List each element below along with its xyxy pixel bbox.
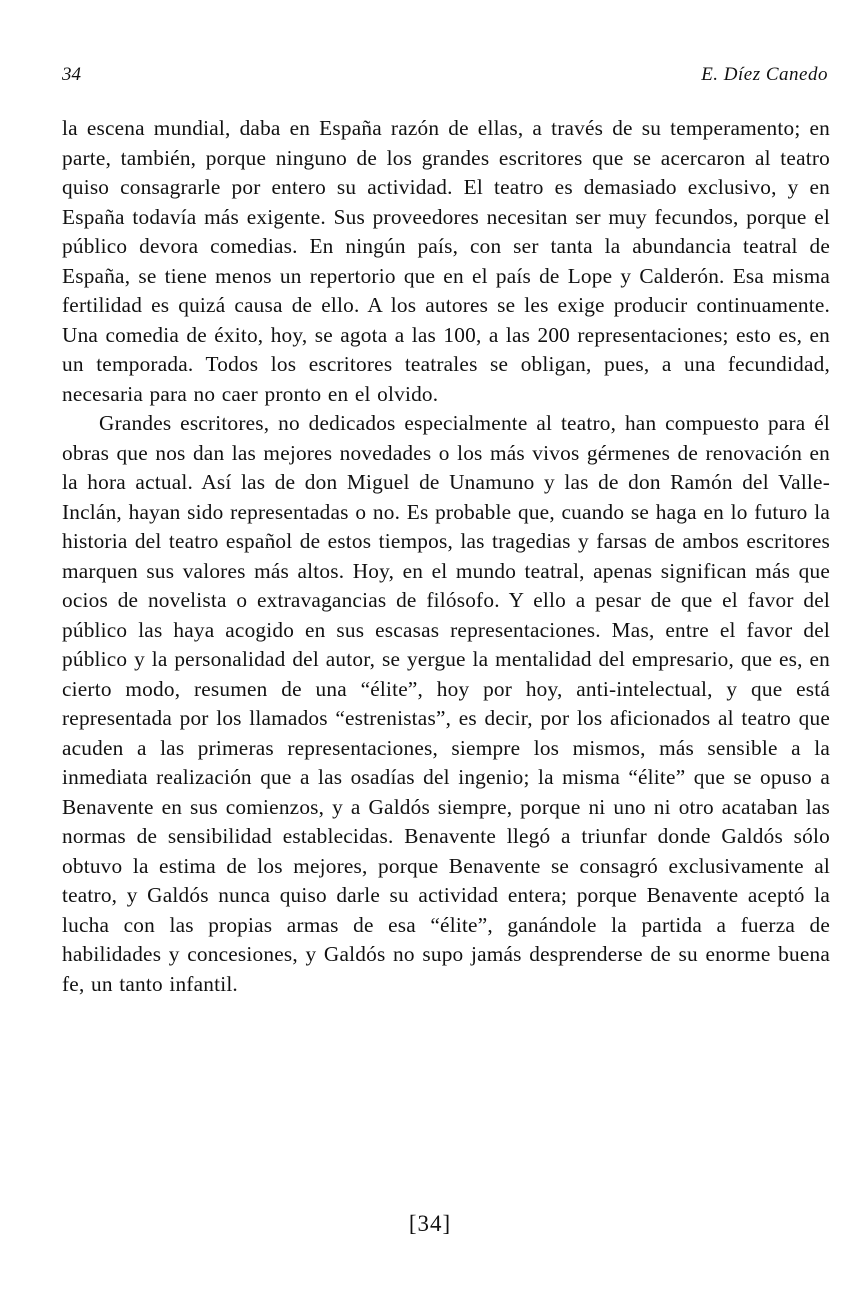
- page-footer-number: [34]: [408, 1211, 452, 1236]
- page-number: 34: [62, 64, 81, 85]
- running-header: [62, 64, 828, 90]
- paragraph: la escena mundial, daba en España razón de ellas, a través de su temperamento; en parte, también, porque ninguno de los grandes escritores que se acercaron al teatro quiso consagrarle por entero su actividad. El teatro es demasiado exclusivo, y en España todavía más exigente. Sus proveedores necesitan ser muy fecundos, porque el público devora comedias. En ningún país, con ser tanta la abundancia teatral de España, se tiene menos un repertorio que en el país de Lope y Calderón. Esa misma fertilidad es quizá causa de ello. A los autores se les exige producir continuamente. Una comedia de éxito, hoy, se agota a las 100, a las 200 representaciones; esto es, en un temporada. Todos los escritores teatrales se obligan, pues, a una fecundidad, necesaria para no caer pronto en el olvido.: [62, 116, 830, 406]
- running-title: E. Díez Canedo: [701, 64, 828, 85]
- body-text: [62, 114, 830, 999]
- paragraph: Grandes escritores, no dedicados especialmente al teatro, han compuesto para él obras que nos dan las mejores novedades o los más vivos gérmenes de renovación en la hora actual. Así las de don Miguel de Unamuno y las de don Ramón del Valle-Inclán, hayan sido representadas o no. Es probable que, cuando se haga en lo futuro la historia del teatro español de estos tiempos, las tragedias y farsas de ambos escritores marquen sus valores más altos. Hoy, en el mundo teatral, apenas significan más que ocios de novelista o extravagancias de filósofo. Y ello a pesar de que el favor del público las haya acogido en sus escasas representaciones. Mas, entre el favor del público y la personalidad del autor, se yergue la mentalidad del empresario, que es, en cierto modo, resumen de una “élite”, hoy por hoy, anti-intelectual, y que está representada por los llamados “estrenistas”, es decir, por los aficionados al teatro que acuden a las primeras representaciones, siempre los mismos, más sensible a la inmediata realización que a las osadías del ingenio; la misma “élite” que se opuso a Benavente en sus comienzos, y a Galdós siempre, porque ni uno ni otro acataban las normas de sensibilidad establecidas. Benavente llegó a triunfar donde Galdós sólo obtuvo la estima de los mejores, porque Benavente se consagró exclusivamente al teatro, y Galdós nunca quiso darle su actividad entera; porque Benavente aceptó la lucha con las propias armas de esa “élite”, ganándole la partida a fuerza de habilidades y concesiones, y Galdós no supo jamás desprenderse de su enorme buena fe, un tanto infantil.: [62, 411, 830, 996]
